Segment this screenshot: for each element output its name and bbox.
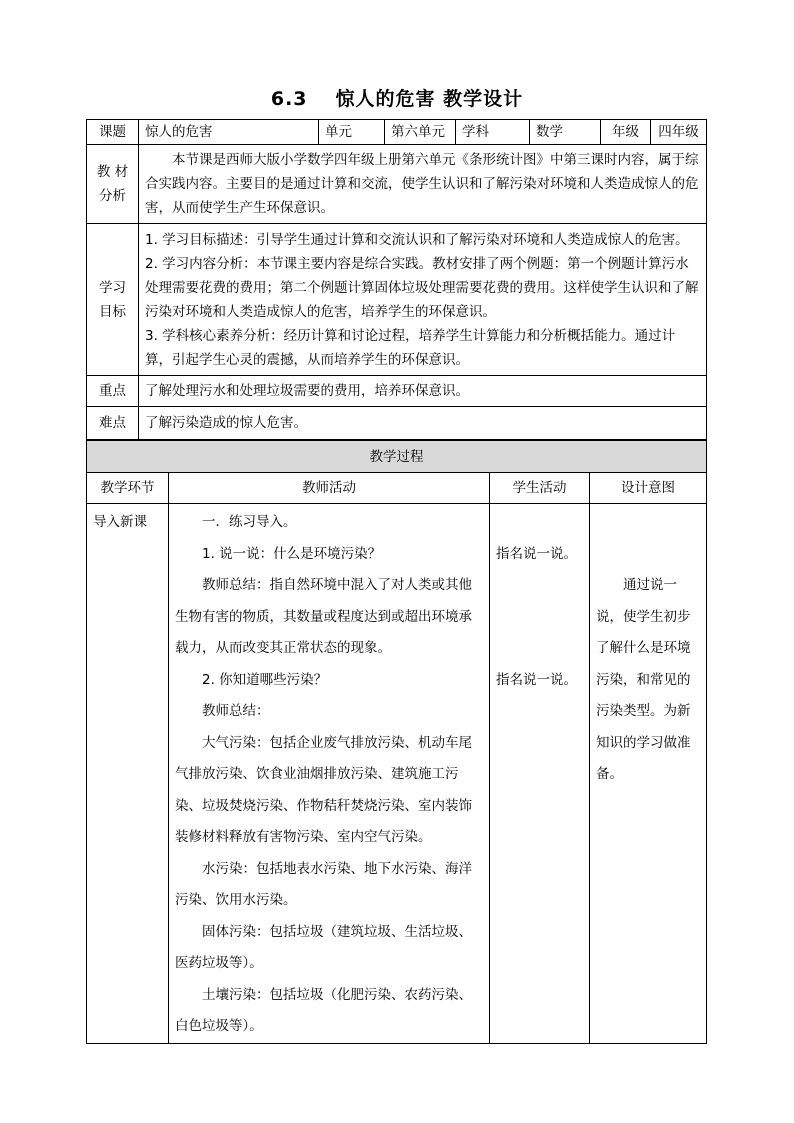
difficulty-text: 了解污染造成的惊人危害。: [139, 407, 707, 440]
stage-label: 导入新课: [93, 514, 147, 530]
student-activity: 指名说一说。: [496, 545, 577, 562]
lesson-info-table: [86, 119, 707, 440]
objective-item: 1. 学习目标描述：引导学生通过计算和交流认识和了解污染对环境和人类造成惊人的危害。: [145, 231, 689, 248]
analysis-label-line2: 分析: [99, 188, 126, 204]
design-intent-text: 通过说一说，使学生初步了解什么是环境污染，和常见的污染类型。为新知识的学习做准备。: [596, 577, 691, 782]
spacer: [496, 633, 583, 665]
student-activity-cell: [490, 504, 590, 1044]
objectives-label-line2: 目标: [99, 303, 126, 320]
key-point-label: 重点: [87, 376, 139, 407]
teacher-activity-cell: [169, 504, 490, 1044]
subject-label: 学科: [456, 120, 530, 145]
topic-value: 惊人的危害: [139, 120, 319, 145]
key-point-text: 了解处理污水和处理垃圾需要的费用，培养环保意识。: [139, 376, 707, 407]
unit-label: 单元: [319, 120, 385, 145]
objectives-label-line1: 学习: [99, 279, 126, 296]
objective-item: 2. 学习内容分析：本节课主要内容是综合实践。教材安排了两个例题：第一个例题计算污水处理需要花费的费用；第二个例题计算固体垃圾处理需要花费的费用。这样使学生认识和了解污染对环境和人类造成惊人的危害，培养学生的环保意识。: [145, 255, 699, 320]
stage-cell: [87, 504, 169, 1044]
column-header-teacher: 教师活动: [169, 473, 490, 504]
analysis-row: [87, 145, 707, 224]
column-header-stage: 教学环节: [87, 473, 169, 504]
teacher-step: 水污染：包括地表水污染、地下水污染、海洋污染、饮用水污染。: [175, 860, 472, 908]
teacher-step: 土壤污染：包括垃圾（化肥污染、农药污染、白色垃圾等）。: [175, 986, 472, 1034]
teacher-step: 一．练习导入。: [202, 514, 297, 530]
key-point-row: [87, 376, 707, 407]
design-intent-cell: [590, 504, 707, 1044]
teacher-step: 教师总结：指自然环境中混入了对人类或其他生物有害的物质，其数量或程度达到或超出环境承载力，从而改变其正常状态的现象。: [175, 577, 472, 656]
analysis-label: [87, 145, 139, 224]
subject-value: 数学: [530, 120, 601, 145]
difficulty-row: [87, 407, 707, 440]
lesson-number: 6.3: [270, 88, 308, 110]
process-body-row: [87, 504, 707, 1044]
objectives-label: [87, 224, 139, 376]
teacher-step: 2. 你知道哪些污染？: [202, 671, 328, 688]
spacer: [496, 507, 583, 539]
grade-value: 四年级: [651, 120, 707, 145]
grade-label: 年级: [601, 120, 651, 145]
analysis-text: 本节课是西师大版小学数学四年级上册第六单元《条形统计图》中第三课时内容，属于综合实践内容。主要目的是通过计算和交流，使学生认识和了解污染对环境和人类造成惊人的危害，从而使学生产生环保意识。: [145, 152, 699, 216]
process-title-row: [87, 441, 707, 473]
info-row: [87, 120, 707, 145]
spacer: [496, 602, 583, 634]
process-section-title: 教学过程: [87, 441, 707, 473]
spacer: [596, 539, 700, 571]
objectives-cell: [139, 224, 707, 376]
topic-label: 课题: [87, 120, 139, 145]
teacher-step: 大气污染：包括企业废气排放污染、机动车尾气排放污染、饮食业油烟排放污染、建筑施工污染、垃圾焚烧污染、作物秸秆焚烧污染、室内装饰装修材料释放有害物污染、室内空气污染。: [175, 734, 472, 845]
analysis-label-line1: 教 材: [96, 164, 129, 180]
unit-value: 第六单元: [385, 120, 456, 145]
difficulty-label: 难点: [87, 407, 139, 440]
spacer: [596, 507, 700, 539]
lesson-title: 惊人的危害 教学设计: [335, 88, 524, 110]
page-title: [0, 84, 794, 111]
teacher-step: 固体污染：包括垃圾（建筑垃圾、生活垃圾、医药垃圾等）。: [175, 923, 472, 971]
objectives-row: [87, 224, 707, 376]
column-header-student: 学生活动: [490, 473, 590, 504]
analysis-cell: [139, 145, 707, 224]
teacher-step: 1. 说一说：什么是环境污染？: [202, 545, 382, 562]
process-header-row: [87, 473, 707, 504]
column-header-intent: 设计意图: [590, 473, 707, 504]
student-activity: 指名说一说。: [496, 671, 577, 688]
teacher-step: 教师总结：: [202, 703, 270, 719]
process-table: [86, 440, 707, 1044]
spacer: [496, 570, 583, 602]
objective-item: 3. 学科核心素养分析：经历计算和讨论过程，培养学生计算能力和分析概括能力。通过计算，引起学生心灵的震撼，从而培养学生的环保意识。: [145, 327, 676, 368]
